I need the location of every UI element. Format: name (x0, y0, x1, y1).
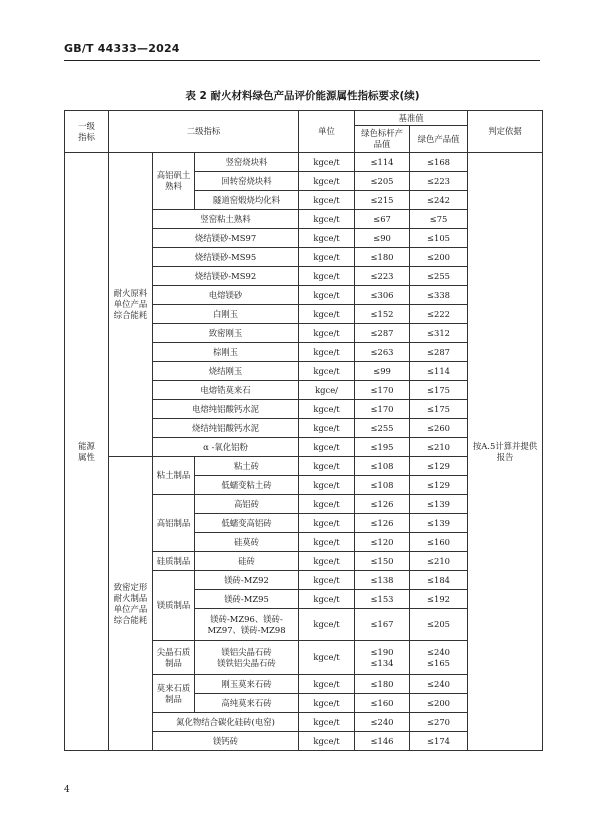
item-unit: kgce/t (299, 476, 355, 495)
item-green-benchmark: ≤153 (355, 590, 410, 609)
item-name: 镁砖-MZ96、镁砖-MZ97、镁砖-MZ98 (195, 609, 299, 641)
item-unit: kgce/t (299, 438, 355, 457)
item-unit: kgce/t (299, 362, 355, 381)
col-level1-header: 一级 指标 (65, 111, 109, 153)
item-green-product: ≤210 (410, 552, 468, 571)
item-green-product-line1: ≤240 (427, 646, 451, 657)
basis-cell: 按A.5计算并提供报告 (468, 153, 543, 751)
item-green-benchmark-line1: ≤190 (370, 646, 394, 657)
item-name: 低蠕变高铝砖 (195, 514, 299, 533)
item-green-product: ≤312 (410, 324, 468, 343)
col-green-product-header: 绿色产品值 (410, 126, 468, 153)
item-name: 高铝砖 (195, 495, 299, 514)
item-name: 烧结纯铝酸钙水泥 (153, 419, 299, 438)
table-row (65, 153, 543, 172)
groupB-label: 致密定形耐火制品单位产品综合能耗 (109, 457, 153, 751)
groupA-label: 耐火原料单位产品综合能耗 (109, 153, 153, 457)
groupB-sub-spinel: 尖晶石质制品 (153, 641, 195, 675)
item-green-benchmark: ≤170 (355, 400, 410, 419)
item-unit: kgce/t (299, 210, 355, 229)
item-unit: kgce/t (299, 172, 355, 191)
groupA-sub-high-alumina: 高铝矾土熟料 (153, 153, 195, 210)
item-name: 棕刚玉 (153, 343, 299, 362)
item-green-product: ≤129 (410, 457, 468, 476)
item-name: α -氧化铝粉 (153, 438, 299, 457)
item-unit: kgce/t (299, 248, 355, 267)
item-unit: kgce/t (299, 324, 355, 343)
standard-code: GB/T 44333—2024 (64, 42, 180, 55)
item-green-benchmark: ≤180 (355, 675, 410, 694)
item-unit: kgce/t (299, 495, 355, 514)
item-green-benchmark (355, 641, 410, 675)
item-unit: kgce/t (299, 732, 355, 751)
item-name: 电熔锆莫来石 (153, 381, 299, 400)
groupB-sub-mullite: 莫来石质制品 (153, 675, 195, 713)
item-green-benchmark: ≤126 (355, 514, 410, 533)
item-unit: kgce/t (299, 694, 355, 713)
item-name: 镁砖-MZ92 (195, 571, 299, 590)
item-green-benchmark: ≤240 (355, 713, 410, 732)
item-unit: kgce/t (299, 191, 355, 210)
item-green-product: ≤223 (410, 172, 468, 191)
item-green-product: ≤192 (410, 590, 468, 609)
item-green-product: ≤338 (410, 286, 468, 305)
item-unit: kgce/t (299, 343, 355, 362)
item-name: 烧结镁砂-MS97 (153, 229, 299, 248)
item-name: 高纯莫来石砖 (195, 694, 299, 713)
col-basis-header: 判定依据 (468, 111, 543, 153)
item-green-product (410, 641, 468, 675)
item-green-benchmark: ≤120 (355, 533, 410, 552)
item-green-benchmark: ≤306 (355, 286, 410, 305)
item-unit: kgce/t (299, 229, 355, 248)
item-green-benchmark: ≤287 (355, 324, 410, 343)
item-green-product: ≤222 (410, 305, 468, 324)
item-green-product: ≤287 (410, 343, 468, 362)
item-green-product: ≤240 (410, 675, 468, 694)
item-green-product: ≤270 (410, 713, 468, 732)
item-green-benchmark: ≤150 (355, 552, 410, 571)
item-green-benchmark: ≤255 (355, 419, 410, 438)
item-unit: kgce/t (299, 286, 355, 305)
item-unit: kgce/t (299, 609, 355, 641)
item-green-product: ≤260 (410, 419, 468, 438)
item-green-benchmark: ≤195 (355, 438, 410, 457)
item-green-benchmark: ≤108 (355, 476, 410, 495)
item-name: 电熔镁砂 (153, 286, 299, 305)
header-divider (64, 60, 540, 61)
item-unit: kgce/t (299, 571, 355, 590)
item-name: 电熔纯铝酸钙水泥 (153, 400, 299, 419)
groupB-sub-high-alumina: 高铝制品 (153, 495, 195, 552)
item-green-product: ≤114 (410, 362, 468, 381)
item-name: 粘土砖 (195, 457, 299, 476)
item-green-product: ≤175 (410, 381, 468, 400)
item-name: 镁钙砖 (153, 732, 299, 751)
item-name: 隧道窑煅烧均化料 (195, 191, 299, 210)
item-green-benchmark: ≤146 (355, 732, 410, 751)
item-name: 白刚玉 (153, 305, 299, 324)
item-unit: kgce/t (299, 457, 355, 476)
item-green-benchmark: ≤263 (355, 343, 410, 362)
item-green-benchmark: ≤160 (355, 694, 410, 713)
col-unit-header: 单位 (299, 111, 355, 153)
item-unit: kgce/t (299, 533, 355, 552)
item-name: 烧结镁砂-MS92 (153, 267, 299, 286)
item-green-benchmark: ≤223 (355, 267, 410, 286)
groupB-sub-clay: 粘土制品 (153, 457, 195, 495)
item-name: 低蠕变粘土砖 (195, 476, 299, 495)
item-name: 烧结刚玉 (153, 362, 299, 381)
item-green-product: ≤175 (410, 400, 468, 419)
item-green-product: ≤200 (410, 248, 468, 267)
item-name-line1: 镁铝尖晶石砖 (221, 646, 272, 657)
item-name: 硅砖 (195, 552, 299, 571)
item-green-product: ≤255 (410, 267, 468, 286)
item-unit: kgce/t (299, 641, 355, 675)
item-green-benchmark: ≤67 (355, 210, 410, 229)
item-unit: kgce/t (299, 267, 355, 286)
col-green-benchmark-header: 绿色标杆产品值 (355, 126, 410, 153)
item-green-benchmark: ≤170 (355, 381, 410, 400)
item-name: 致密刚玉 (153, 324, 299, 343)
item-name: 竖窑粘土熟料 (153, 210, 299, 229)
item-green-product-line2: ≤165 (427, 657, 451, 668)
level1-cell: 能源 属性 (65, 153, 109, 751)
table-title: 表 2 耐火材料绿色产品评价能源属性指标要求(续) (185, 90, 420, 102)
item-green-product: ≤210 (410, 438, 468, 457)
item-green-benchmark-line2: ≤134 (370, 657, 394, 668)
item-unit: kgce/t (299, 305, 355, 324)
item-green-benchmark: ≤167 (355, 609, 410, 641)
item-green-product: ≤174 (410, 732, 468, 751)
item-name: 回转窑烧块料 (195, 172, 299, 191)
item-name: 刚玉莫来石砖 (195, 675, 299, 694)
item-unit: kgce/ (299, 381, 355, 400)
item-name: 氮化物结合碳化硅砖(电窑) (153, 713, 299, 732)
item-green-benchmark: ≤90 (355, 229, 410, 248)
groupB-sub-magnesia: 镁质制品 (153, 571, 195, 641)
page-number: 4 (64, 785, 70, 795)
item-unit: kgce/t (299, 153, 355, 172)
item-unit: kgce/t (299, 675, 355, 694)
item-green-product: ≤168 (410, 153, 468, 172)
item-green-product: ≤105 (410, 229, 468, 248)
item-name: 镁砖-MZ95 (195, 590, 299, 609)
item-green-benchmark: ≤126 (355, 495, 410, 514)
item-green-product: ≤75 (410, 210, 468, 229)
item-name: 竖窑烧块料 (195, 153, 299, 172)
item-unit: kgce/t (299, 713, 355, 732)
item-green-product: ≤160 (410, 533, 468, 552)
col-benchmark-header: 基准值 (355, 111, 468, 126)
groupB-sub-silica: 硅质制品 (153, 552, 195, 571)
item-green-benchmark: ≤99 (355, 362, 410, 381)
item-green-benchmark: ≤205 (355, 172, 410, 191)
item-name: 烧结镁砂-MS95 (153, 248, 299, 267)
item-green-product: ≤184 (410, 571, 468, 590)
item-unit: kgce/t (299, 514, 355, 533)
item-unit: kgce/t (299, 590, 355, 609)
energy-indicator-table (64, 110, 543, 751)
item-green-product: ≤242 (410, 191, 468, 210)
item-green-benchmark: ≤114 (355, 153, 410, 172)
item-unit: kgce/t (299, 400, 355, 419)
item-unit: kgce/t (299, 419, 355, 438)
item-name (195, 641, 299, 675)
item-name-line2: 镁铁铝尖晶石砖 (217, 657, 276, 668)
item-green-product: ≤200 (410, 694, 468, 713)
item-green-product: ≤139 (410, 495, 468, 514)
item-name: 硅莫砖 (195, 533, 299, 552)
item-green-product: ≤129 (410, 476, 468, 495)
item-green-product: ≤205 (410, 609, 468, 641)
item-green-benchmark: ≤138 (355, 571, 410, 590)
item-unit: kgce/t (299, 552, 355, 571)
item-green-benchmark: ≤215 (355, 191, 410, 210)
item-green-benchmark: ≤180 (355, 248, 410, 267)
item-green-benchmark: ≤152 (355, 305, 410, 324)
item-green-benchmark: ≤108 (355, 457, 410, 476)
col-level2-header: 二级指标 (109, 111, 299, 153)
item-green-product: ≤139 (410, 514, 468, 533)
